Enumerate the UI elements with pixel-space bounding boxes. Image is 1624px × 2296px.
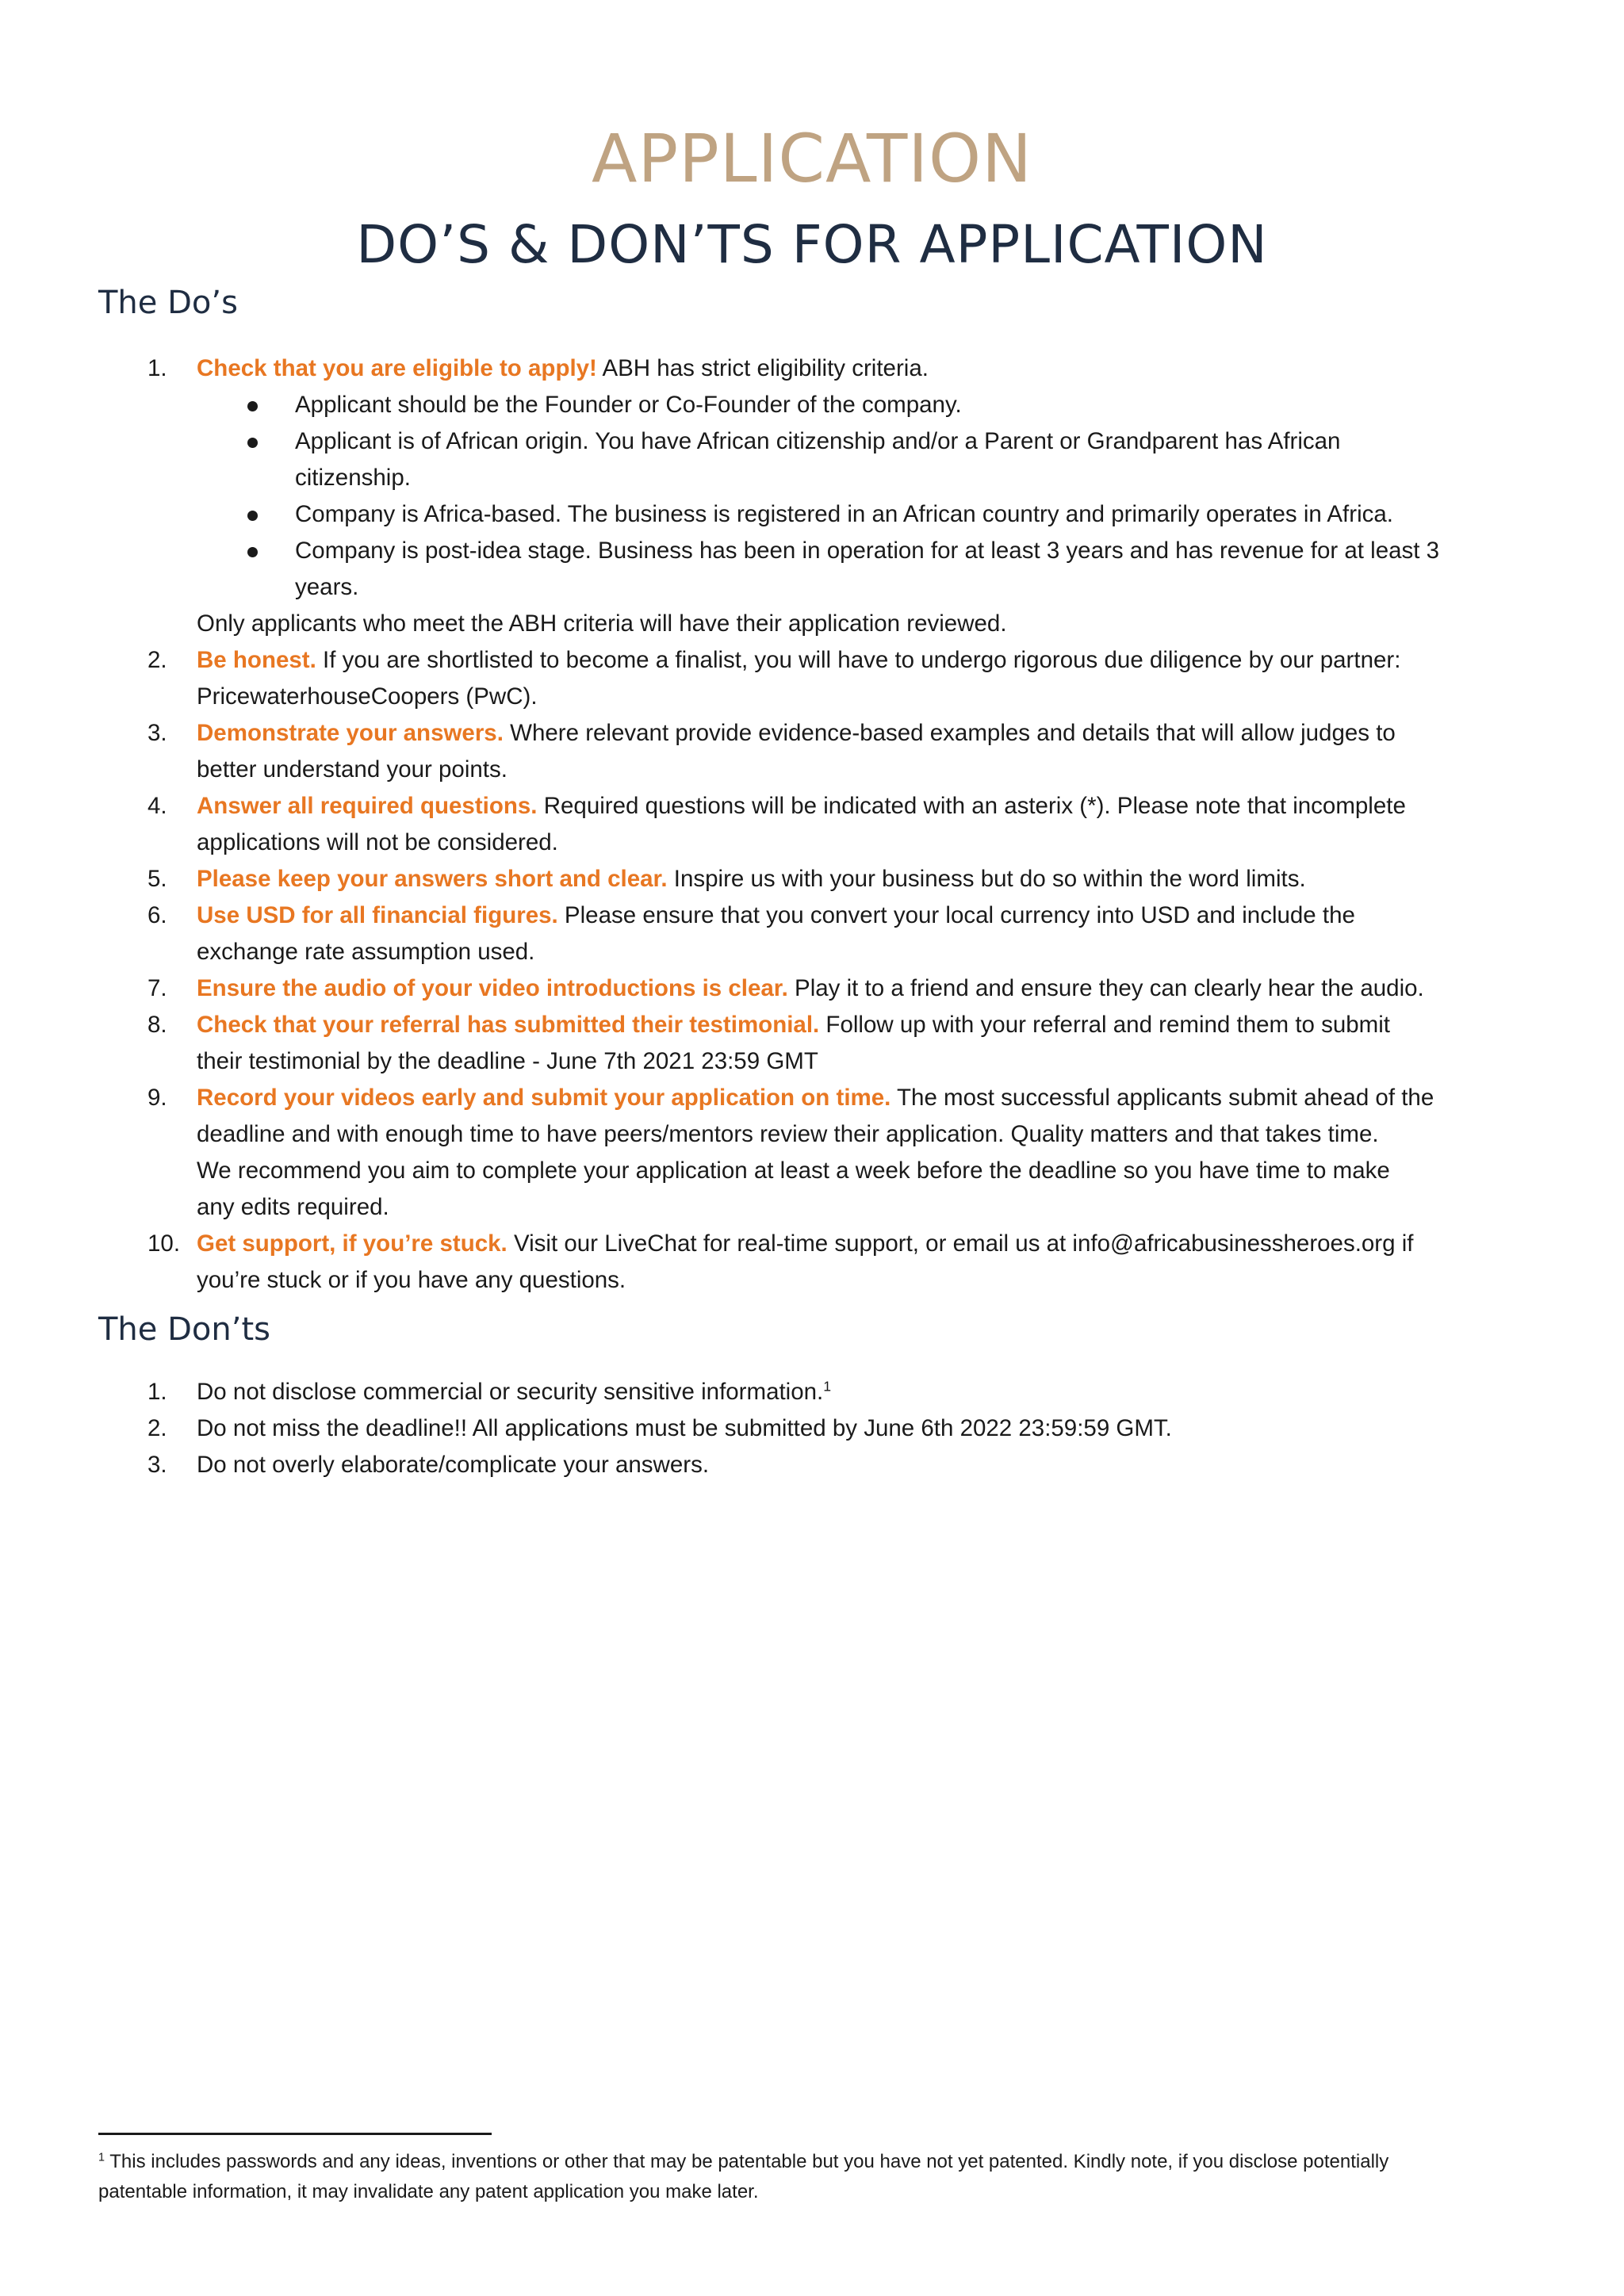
list-item-number: 3. [147, 1452, 167, 1478]
list-item-number: 2. [147, 1415, 167, 1441]
list-item [197, 1007, 1390, 1043]
list-item-text: Do not miss the deadline!! All applications must be submitted by June 6th 2022 23:59:59 GMT. [197, 1415, 1172, 1441]
list-item-text: If you are shortlisted to become a finalist, you will have to undergo rigorous due diligence by our partner: [316, 647, 1401, 673]
list-item-number: 9. [147, 1085, 167, 1111]
list-item-text: Visit our LiveChat for real-time support, or email us at info@africabusinessheroes.org if [507, 1230, 1414, 1257]
list-item-note: Only applicants who meet the ABH criteria will have their application reviewed. [197, 610, 1007, 637]
list-item-highlight: Be honest. [197, 647, 316, 673]
list-item-continuation: We recommend you aim to complete your application at least a week before the deadline so you have time to make [197, 1158, 1390, 1184]
list-item-text: The most successful applicants submit ahead of the [891, 1085, 1434, 1111]
footnote-separator [98, 2133, 492, 2135]
list-item-continuation: PricewaterhouseCoopers (PwC). [197, 683, 538, 710]
list-item-highlight: Check that your referral has submitted their testimonial. [197, 1012, 820, 1038]
footnote-line [98, 2177, 759, 2207]
list-item [197, 970, 1424, 1007]
bullet-item-text: citizenship. [295, 465, 411, 491]
list-item-text: Inspire us with your business but do so within the word limits. [667, 866, 1306, 892]
list-item [197, 715, 1396, 752]
list-item-number: 1. [147, 355, 167, 381]
list-item-number: 6. [147, 902, 167, 928]
list-item-text: Play it to a friend and ensure they can clearly hear the audio. [787, 975, 1424, 1001]
list-item-number: 1. [147, 1379, 167, 1405]
list-item-highlight: Demonstrate your answers. [197, 720, 504, 746]
bullet-item-text: Company is Africa-based. The business is registered in an African country and primarily operates in Africa. [295, 501, 1393, 527]
list-item-number: 3. [147, 720, 167, 746]
list-item-number: 2. [147, 647, 167, 673]
list-item [197, 642, 1400, 679]
page-subtitle: DO’S & DON’TS FOR APPLICATION [356, 214, 1268, 275]
bullet-item-text: Applicant is of African origin. You have African citizenship and/or a Parent or Grandparent has African [295, 428, 1341, 454]
list-item-text: Required questions will be indicated with an asterix (*). Please note that incomplete [537, 793, 1406, 819]
list-item-text: Where relevant provide evidence-based examples and details that will allow judges to [503, 720, 1396, 746]
list-item [197, 350, 929, 387]
list-item-text: Follow up with your referral and remind them to submit [819, 1012, 1391, 1038]
dos-heading: The Do’s [98, 285, 238, 321]
footnote-line [98, 2147, 1388, 2177]
list-item-highlight: Check that you are eligible to apply! [197, 355, 597, 381]
list-item-number: 4. [147, 793, 167, 819]
page-title: APPLICATION [592, 120, 1032, 197]
footnote-text: This includes passwords and any ideas, inventions or other that may be patentable but you have not yet patented. Kindly note, if you disclose potentially [105, 2151, 1389, 2172]
bullet-icon [247, 511, 258, 521]
list-item-number: 7. [147, 975, 167, 1001]
list-item-continuation: exchange rate assumption used. [197, 939, 535, 965]
list-item-text: Do not overly elaborate/complicate your answers. [197, 1452, 710, 1478]
bullet-icon [247, 547, 258, 557]
list-item [197, 1410, 1172, 1447]
list-item-continuation: applications will not be considered. [197, 829, 558, 855]
list-item-continuation: you’re stuck or if you have any questions. [197, 1267, 626, 1293]
list-item [197, 1226, 1414, 1262]
list-item [197, 1080, 1434, 1116]
bullet-icon [247, 401, 258, 411]
footnote-reference: 1 [823, 1378, 832, 1395]
list-item-highlight: Get support, if you’re stuck. [197, 1230, 508, 1257]
footnote-marker: 1 [98, 2151, 105, 2164]
list-item-continuation: their testimonial by the deadline - June 7th 2021 23:59 GMT [197, 1048, 818, 1074]
list-item-number: 8. [147, 1012, 167, 1038]
list-item-continuation: deadline and with enough time to have peers/mentors review their application. Quality matters and that takes time. [197, 1121, 1379, 1147]
list-item-continuation: any edits required. [197, 1194, 389, 1220]
list-item [197, 861, 1306, 897]
bullet-item-text: Company is post-idea stage. Business has been in operation for at least 3 years and has revenue for at least 3 [295, 538, 1440, 564]
bullet-icon [247, 438, 258, 448]
list-item [197, 1447, 709, 1483]
list-item-highlight: Answer all required questions. [197, 793, 538, 819]
list-item-highlight: Please keep your answers short and clear. [197, 866, 668, 892]
list-item-highlight: Ensure the audio of your video introductions is clear. [197, 975, 788, 1001]
list-item-text: Do not disclose commercial or security sensitive information. [197, 1379, 824, 1405]
list-item [197, 788, 1406, 825]
bullet-item-text: years. [295, 574, 359, 600]
list-item-text: Please ensure that you convert your local currency into USD and include the [557, 902, 1355, 928]
list-item-continuation: better understand your points. [197, 756, 508, 783]
footnote-text: patentable information, it may invalidate any patent application you make later. [98, 2181, 759, 2202]
list-item-number: 10. [147, 1230, 181, 1257]
list-item-number: 5. [147, 866, 167, 892]
list-item [197, 897, 1355, 934]
list-item-highlight: Record your videos early and submit your application on time. [197, 1085, 891, 1111]
list-item-text: ABH has strict eligibility criteria. [596, 355, 929, 381]
bullet-item-text: Applicant should be the Founder or Co-Founder of the company. [295, 392, 962, 418]
list-item-highlight: Use USD for all financial figures. [197, 902, 558, 928]
donts-heading: The Don’ts [98, 1311, 270, 1348]
list-item [197, 1374, 831, 1410]
